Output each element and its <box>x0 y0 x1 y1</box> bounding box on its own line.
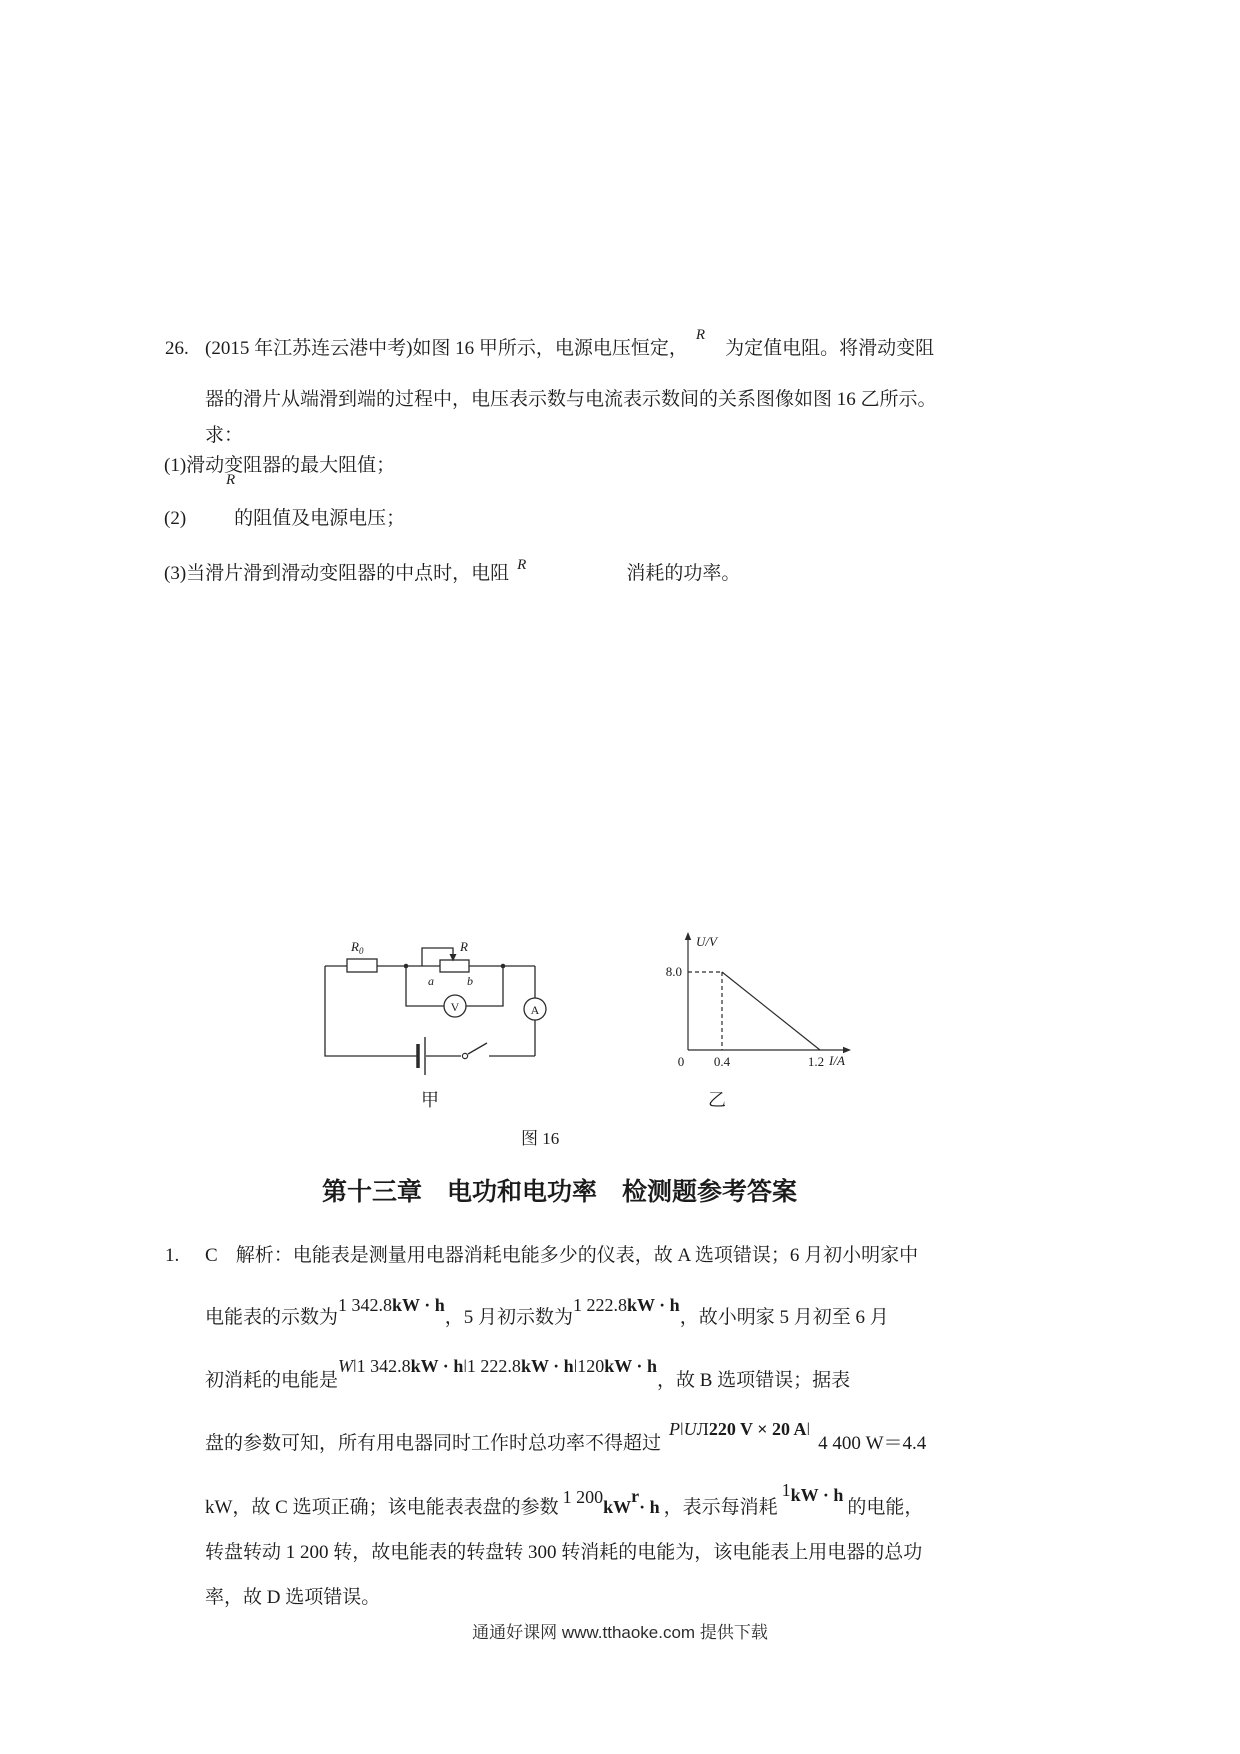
question-item-2 <box>164 503 405 530</box>
ui-graph <box>648 928 863 1078</box>
answer-line-7: 率，故 D 选项错误。 <box>205 1587 381 1608</box>
formula-max-power: PǀUЛ220 V × 20 Aǀ <box>669 1419 811 1439</box>
question-item-2-number: (2) <box>164 508 187 529</box>
resistor-symbol-r: R <box>226 472 236 488</box>
answer-text: 盘的参数可知，所有用电器同时工作时总功率不得超过 <box>205 1433 662 1454</box>
chapter-heading: 第十三章 电功和电功率 检测题参考答案 <box>322 1179 798 1206</box>
answer-text: ，表示每消耗 <box>663 1497 778 1518</box>
question-item-3 <box>164 558 740 585</box>
voltmeter-letter: V <box>450 1000 460 1014</box>
question-item-3-text-b: 消耗的功率。 <box>626 563 741 584</box>
terminal-b-label: b <box>467 974 473 988</box>
resistor-symbol-r: R <box>695 327 706 343</box>
formula-one-kwh: 1kW · h <box>781 1480 844 1505</box>
answer-line-2 <box>205 1295 889 1329</box>
question-number: 26. <box>165 338 189 359</box>
x-tick-origin: 0 <box>677 1054 685 1069</box>
x-axis-label: I/A <box>829 1053 845 1068</box>
answer-text: kW，故 C 选项正确；该电能表表盘的参数 <box>205 1497 559 1518</box>
footer-credit: 通通好课网 www.tthaoke.com 提供下载 <box>472 1623 768 1642</box>
switch-pivot <box>462 1053 467 1058</box>
rheostat-box <box>440 960 469 972</box>
junction-dot <box>501 964 506 969</box>
answer-text: 的电能， <box>847 1497 924 1518</box>
answer-line-1 <box>165 1240 918 1267</box>
terminal-a-label: a <box>428 974 434 988</box>
ammeter-letter: A <box>530 1003 540 1017</box>
answer-letter: C <box>205 1245 218 1266</box>
x-tick-12: 1.2 <box>807 1054 825 1069</box>
y-axis-arrow-icon <box>685 932 691 940</box>
answer-line-5 <box>205 1480 924 1519</box>
resistor-r0-label: $R_0$ <box>351 939 364 956</box>
question-line-2: 器的滑片从端滑到端的过程中，电压表示数与电流表示数间的关系图像如图 16 乙所示。 <box>205 389 937 410</box>
answer-text: ，故 B 选项错误；据表 <box>656 1370 851 1391</box>
circuit-diagram <box>285 933 555 1081</box>
question-item-2-text: 的阻值及电源电压； <box>234 508 406 529</box>
question-item-1: (1)滑动变阻器的最大阻值； <box>164 455 396 476</box>
answer-value: 4 400 W＝4.4 <box>818 1433 927 1454</box>
rheostat-label: R <box>460 939 468 954</box>
question-line-3: 求： <box>205 425 244 446</box>
answer-line-3 <box>205 1356 851 1392</box>
answer-line-1-text: 解析：电能表是测量用电器消耗电能多少的仪表，故 A 选项错误；6 月初小明家中 <box>235 1245 919 1266</box>
question-line-1 <box>165 327 935 360</box>
answer-text: ，5 月初示数为 <box>444 1307 573 1328</box>
resistor-r0-box <box>347 959 377 972</box>
answer-line-6: 转盘转动 1 200 转，故电能表的转盘转 300 转消耗的电能为，该电能表上用电器的总功 <box>205 1542 923 1563</box>
formula-meter-reading-june: 1 342.8kW · h <box>338 1295 445 1315</box>
x-tick-04: 0.4 <box>713 1054 731 1069</box>
caption-yi: 乙 <box>708 1090 726 1110</box>
answer-number: 1. <box>165 1245 180 1266</box>
formula-meter-reading-may: 1 222.8kW · h <box>572 1295 680 1315</box>
question-item-3-text: (3)当滑片滑到滑动变阻器的中点时，电阻 <box>164 563 510 584</box>
caption-jia: 甲 <box>421 1090 439 1110</box>
resistor-symbol-r: R <box>517 557 527 573</box>
answer-text: 初消耗的电能是 <box>205 1370 339 1391</box>
y-axis-label: U/V <box>696 934 717 949</box>
formula-energy-consumed: Wǀ1 342.8kW · hǀ1 222.8kW · hǀ120kW · h <box>338 1356 657 1376</box>
answer-line-4 <box>205 1419 927 1455</box>
answer-text: 电能表的示数为 <box>205 1307 339 1328</box>
formula-meter-constant: 1 200kWr· h <box>562 1486 660 1517</box>
y-tick-label: 8.0 <box>665 964 682 979</box>
figure-caption: 图 16 <box>521 1129 560 1148</box>
answer-text: ，故小明家 5 月初至 6 月 <box>679 1307 889 1328</box>
junction-dot <box>404 964 409 969</box>
question-line-1-text-b: 为定值电阻。将滑动变阻 <box>725 338 935 359</box>
data-line <box>722 972 820 1050</box>
question-line-1-text: (2015 年江苏连云港中考)如图 16 甲所示，电源电压恒定， <box>205 338 688 359</box>
